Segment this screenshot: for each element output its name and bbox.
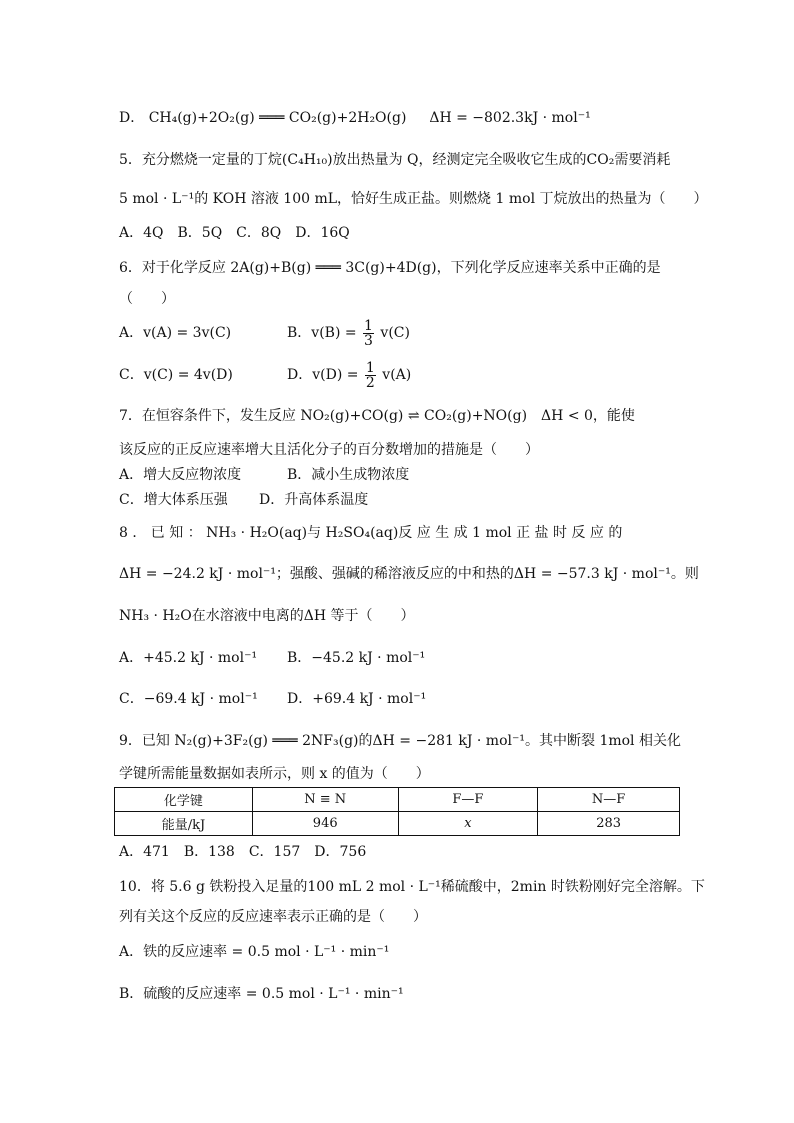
bond-energy-table-row xyxy=(115,812,680,836)
q6-option-d-numerator: 1 xyxy=(365,359,375,376)
q6-option-d-suffix: v(A) xyxy=(382,367,412,383)
q6-option-d-fraction xyxy=(365,361,376,390)
q7-stem-line2: 该反应的正反应速率增大且活化分子的百分数增加的措施是（ ） xyxy=(119,442,539,458)
q6-option-d-denominator: 2 xyxy=(365,374,375,391)
table-cell: 946 xyxy=(252,812,398,836)
table-header-cell: N—F xyxy=(538,788,680,812)
q8-stem-line1: 8 ． 已 知 ： NH₃ · H₂O(aq)与 H₂SO₄(aq)反 应 生 成 1 mol 正 盐 时 反 应 的 xyxy=(119,525,623,541)
table-cell: 283 xyxy=(538,812,680,836)
q4-option-d-enthalpy: ΔH = −802.3kJ · mol⁻¹ xyxy=(429,110,591,126)
q6-stem-line2: （ ） xyxy=(119,291,175,307)
table-header-cell: F—F xyxy=(398,788,538,812)
table-header-cell: 化学键 xyxy=(115,788,253,812)
q6-stem-line1: 6．对于化学反应 2A(g)+B(g) ═══ 3C(g)+4D(g)，下列化学反应速率关系中正确的是 xyxy=(119,260,661,276)
table-cell: x xyxy=(398,812,538,836)
q6-option-b-fraction xyxy=(363,319,374,348)
q7-option-b: B．减小生成物浓度 xyxy=(287,467,410,483)
q10-option-a: A．铁的反应速率 = 0.5 mol · L⁻¹ · min⁻¹ xyxy=(119,944,390,960)
q8-option-b: B．−45.2 kJ · mol⁻¹ xyxy=(287,650,426,666)
q4-option-d-equation: CH₄(g)+2O₂(g) ═══ CO₂(g)+2H₂O(g) xyxy=(148,110,407,126)
table-header-cell: N ≡ N xyxy=(252,788,398,812)
q10-stem-line2: 列有关这个反应的反应速率表示正确的是（ ） xyxy=(119,909,427,925)
q8-option-c: C．−69.4 kJ · mol⁻¹ xyxy=(119,691,258,707)
q9-stem-line1: 9．已知 N₂(g)+3F₂(g) ═══ 2NF₃(g)的ΔH = −281 kJ · mol⁻¹。其中断裂 1mol 相关化 xyxy=(119,733,681,749)
q8-stem-line3: NH₃ · H₂O在水溶液中电离的ΔH 等于（ ） xyxy=(119,608,415,624)
q7-option-d: D．升高体系温度 xyxy=(259,492,369,508)
q6-option-b-prefix: B．v(B) = xyxy=(287,325,357,341)
q7-stem-line1: 7．在恒容条件下，发生反应 NO₂(g)+CO(g) ⇌ CO₂(g)+NO(g) ΔH < 0，能使 xyxy=(119,408,635,424)
q5-stem-line2: 5 mol · L⁻¹的 KOH 溶液 100 mL，恰好生成正盐。则燃烧 1 mol 丁烷放出的热量为（ ） xyxy=(119,191,708,207)
q6-option-a: A．v(A) = 3v(C) xyxy=(119,325,232,341)
q5-options: A．4Q B．5Q C．8Q D．16Q xyxy=(119,225,350,241)
bond-energy-table-header-row xyxy=(115,788,680,812)
q9-stem-line2: 学键所需能量数据如表所示，则 x 的值为（ ） xyxy=(119,766,430,782)
q4-option-d-label: D． xyxy=(119,110,145,126)
q5-stem-line1: 5．充分燃烧一定量的丁烷(C₄H₁₀)放出热量为 Q，经测定完全吸收它生成的CO₂需要消耗 xyxy=(119,152,671,168)
table-cell: 能量/kJ xyxy=(115,812,253,836)
q7-option-a: A．增大反应物浓度 xyxy=(119,467,242,483)
q10-stem-line1: 10．将 5.6 g 铁粉投入足量的100 mL 2 mol · L⁻¹稀硫酸中，2min 时铁粉刚好完全溶解。下 xyxy=(119,879,705,895)
q8-stem-line2: ΔH = −24.2 kJ · mol⁻¹；强酸、强碱的稀溶液反应的中和热的ΔH = −57.3 kJ · mol⁻¹。则 xyxy=(119,566,699,582)
q6-option-d-prefix: D．v(D) = xyxy=(287,367,359,383)
q10-option-b: B．硫酸的反应速率 = 0.5 mol · L⁻¹ · min⁻¹ xyxy=(119,986,404,1002)
q8-option-a: A．+45.2 kJ · mol⁻¹ xyxy=(119,650,258,666)
q6-option-b-denominator: 3 xyxy=(364,332,373,349)
q6-option-b-numerator: 1 xyxy=(364,317,373,334)
q7-option-c: C．增大体系压强 xyxy=(119,492,228,508)
q8-option-d: D．+69.4 kJ · mol⁻¹ xyxy=(287,691,427,707)
q4-option-d xyxy=(119,108,591,128)
q9-options: A．471 B．138 C．157 D．756 xyxy=(119,844,367,860)
bond-energy-table xyxy=(114,787,680,836)
q6-option-d xyxy=(287,355,411,395)
q6-option-b-suffix: v(C) xyxy=(380,325,410,341)
q6-option-b xyxy=(287,313,410,353)
q6-option-c: C．v(C) = 4v(D) xyxy=(119,367,233,383)
